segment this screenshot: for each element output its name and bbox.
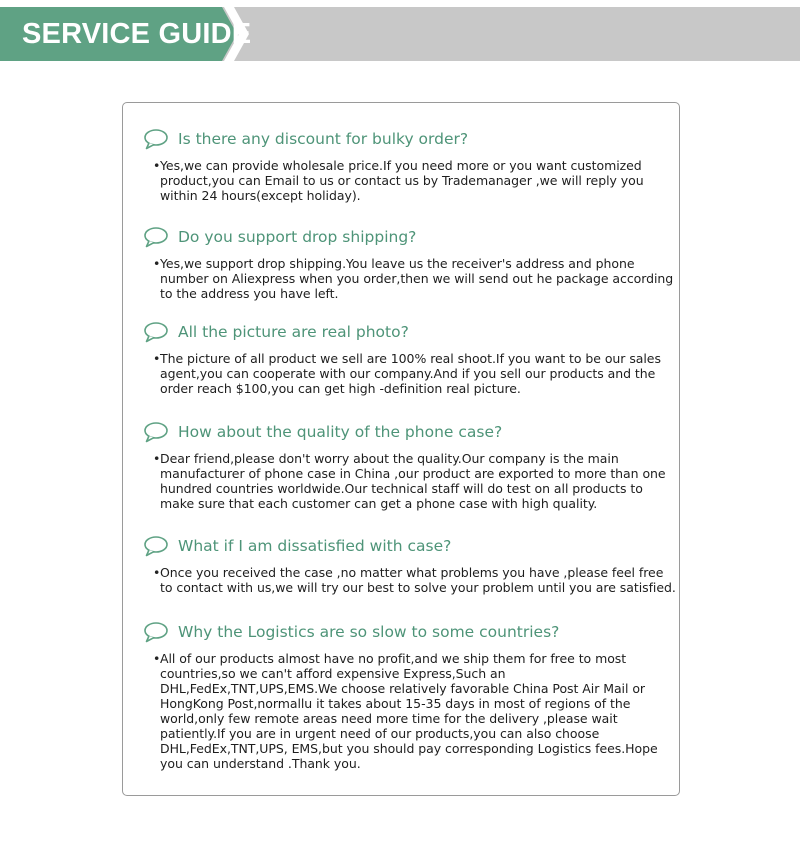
speech-bubble-icon: [143, 226, 169, 248]
bullet: •: [153, 451, 161, 466]
faq-answer: [123, 451, 681, 511]
faq-answer-text: Yes,we can provide wholesale price.If you need more or you want customized product,you can Email to us or contact us by Trademanager ,we will reply you within 24 hours(except holiday).: [160, 158, 644, 203]
faq-answer: [123, 158, 681, 203]
faq-answer-text: The picture of all product we sell are 100% real shoot.If you want to be our sales agent,you can cooperate with our company.And if you sell our products and the order reach $100,you can get high -definition real picture.: [160, 351, 661, 396]
faq-question: Is there any discount for bulky order?: [178, 130, 469, 148]
faq-panel: [122, 102, 680, 796]
faq-item-real-photo: [123, 321, 681, 396]
bullet: •: [153, 651, 161, 666]
faq-question-row: [123, 128, 681, 152]
bullet: •: [153, 565, 161, 580]
faq-question-row: [123, 421, 681, 445]
faq-question: All the picture are real photo?: [178, 323, 409, 341]
faq-answer: [123, 351, 681, 396]
faq-answer-text: Yes,we support drop shipping.You leave us the receiver's address and phone number on Aliexpress when you order,then we will send out he package according to the address you have left.: [160, 256, 674, 301]
faq-question-row: [123, 226, 681, 250]
speech-bubble-icon: [143, 421, 169, 443]
faq-question-row: [123, 535, 681, 559]
faq-item-dissatisfied: [123, 535, 681, 595]
faq-question: Why the Logistics are so slow to some countries?: [178, 623, 560, 641]
faq-answer: [123, 256, 681, 301]
faq-question-row: [123, 321, 681, 345]
faq-answer-text: Dear friend,please don't worry about the quality.Our company is the main manufacturer of phone case in China ,our product are exported to more than one hundred countries worldwide.Our technical staff will do test on all products to make sure that each customer can get a phone case with high quality.: [160, 451, 666, 511]
faq-answer: [123, 565, 681, 595]
faq-item-logistics: [123, 621, 681, 771]
faq-answer-text: All of our products almost have no profit,and we ship them for free to most countries,so we can't afford expensive Express,Such an DHL,FedEx,TNT,UPS,EMS.We choose relatively favorable China Post Air Mail or HongKong Post,normallu it takes about 15-35 days in most of regions of the world,only few remote areas need more time for the delivery ,please wait patiently.If you are in urgent need of our products,you can also choose DHL,FedEx,TNT,UPS, EMS,but you should pay corresponding Logistics fees.Hope you can understand .Thank you.: [160, 651, 658, 771]
faq-answer: [123, 651, 681, 771]
faq-item-drop-shipping: [123, 226, 681, 301]
bullet: •: [153, 158, 161, 173]
faq-item-discount: [123, 128, 681, 203]
faq-question: How about the quality of the phone case?: [178, 423, 503, 441]
faq-question: What if I am dissatisfied with case?: [178, 537, 452, 555]
bullet: •: [153, 351, 161, 366]
faq-item-quality: [123, 421, 681, 511]
speech-bubble-icon: [143, 321, 169, 343]
page-title: SERVICE GUIDE: [22, 18, 252, 50]
service-guide-banner: [0, 7, 800, 61]
speech-bubble-icon: [143, 128, 169, 150]
bullet: •: [153, 256, 161, 271]
faq-question-row: [123, 621, 681, 645]
faq-question: Do you support drop shipping?: [178, 228, 417, 246]
speech-bubble-icon: [143, 535, 169, 557]
speech-bubble-icon: [143, 621, 169, 643]
faq-answer-text: Once you received the case ,no matter what problems you have ,please feel free to contact with us,we will try our best to solve your problem until you are satisfied.: [160, 565, 676, 595]
